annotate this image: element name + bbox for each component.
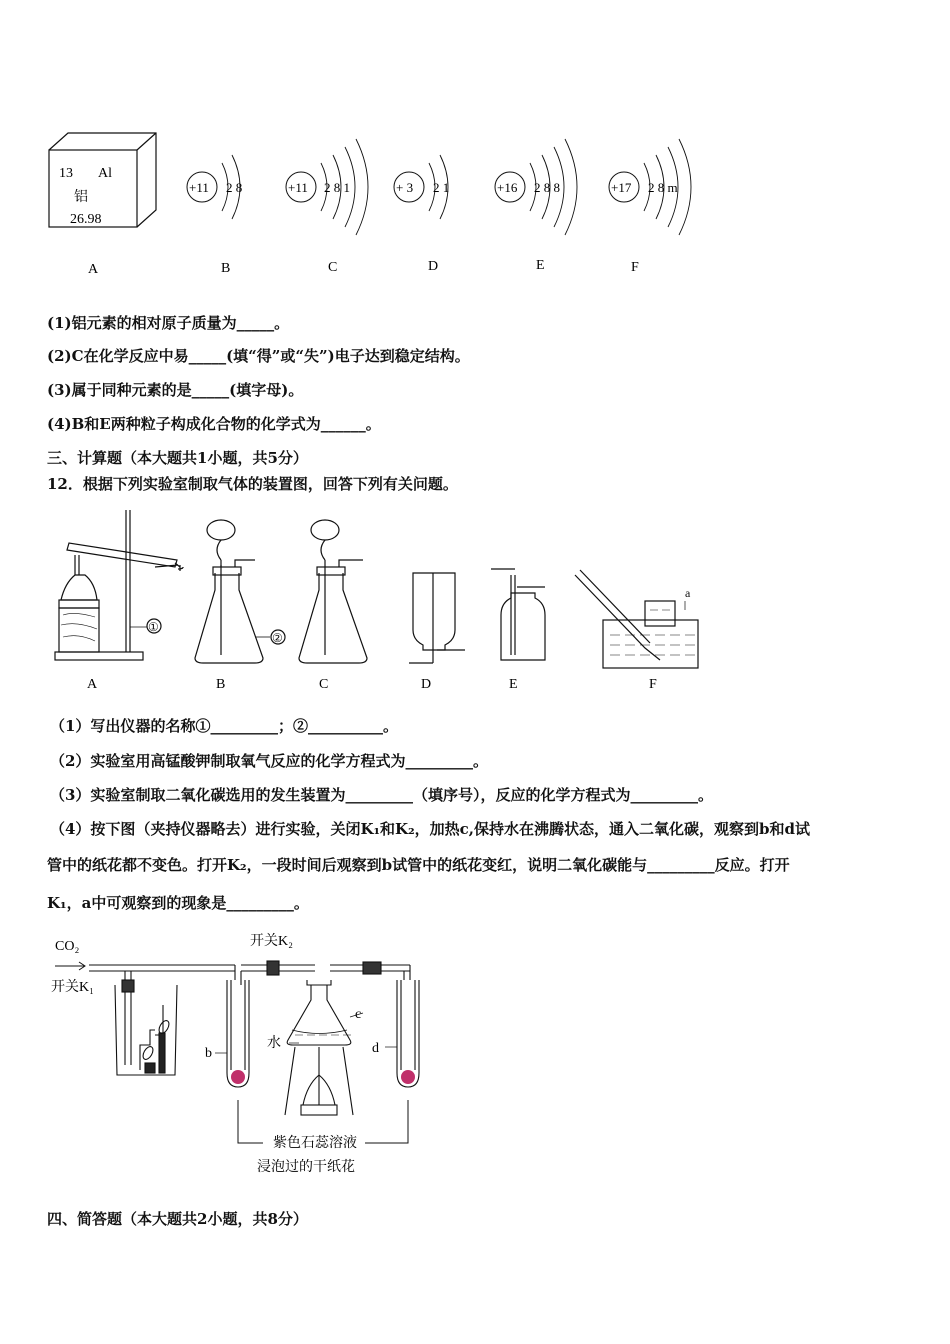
top-label-b: B — [221, 261, 231, 276]
atom-diagram-f — [609, 139, 691, 235]
question-12-4-line2: 管中的纸花都不变色。打开K₂，一段时间后观察到b试管中的纸花变红，说明二氧化碳能与_________反应。打开 — [47, 856, 790, 874]
atom-f-shells: 2 8 m — [648, 180, 678, 195]
apparatus-label-d: D — [421, 677, 432, 692]
atom-d-nucleus: + 3 — [396, 180, 414, 195]
question-12-1: （1）写出仪器的名称①_________；②__________。 — [50, 717, 398, 735]
section-4-heading: 四、简答题（本大题共2小题，共8分） — [47, 1210, 308, 1228]
marker-a: a — [685, 586, 691, 600]
question-1-4: (4)B和E两种粒子构成化合物的化学式为______。 — [47, 415, 381, 433]
label-flower-line1: 紫色石蕊溶液 — [273, 1136, 357, 1151]
question-12-2: （2）实验室用高锰酸钾制取氧气反应的化学方程式为_________。 — [50, 752, 488, 770]
question-1-3: (3)属于同种元素的是_____(填字母)。 — [47, 381, 304, 399]
label-c: c — [355, 1007, 362, 1022]
top-label-f: F — [631, 260, 639, 275]
atom-e-shells: 2 8 8 — [534, 180, 560, 195]
label-b: b — [205, 1046, 212, 1061]
apparatus-c — [299, 520, 367, 663]
atom-diagram-c — [286, 139, 368, 235]
atom-b-nucleus: +11 — [189, 180, 209, 195]
atom-e-nucleus: +16 — [497, 180, 518, 195]
top-label-d: D — [428, 259, 439, 274]
label-k1: 开关K₁ — [51, 980, 94, 995]
apparatus-d — [409, 573, 465, 663]
question-12-4-line1: （4）按下图（夹持仪器略去）进行实验，关闭K₁和K₂，加热c,保持水在沸腾状态，通入二氧化碳，观察到b和d试 — [50, 820, 810, 838]
apparatus-label-b: B — [216, 677, 226, 692]
apparatus-label-e: E — [509, 677, 518, 692]
apparatus-label-f: F — [649, 677, 657, 692]
apparatus-f — [575, 570, 698, 668]
atom-f-nucleus: +17 — [611, 180, 632, 195]
question-12-4-line3: K₁，a中可观察到的现象是_________。 — [47, 894, 309, 912]
atom-d-shells: 2 1 — [433, 180, 450, 195]
apparatus-label-a: A — [87, 677, 98, 692]
question-12-3: （3）实验室制取二氧化碳选用的发生装置为_________（填序号），反应的化学方程式为_________。 — [50, 786, 713, 804]
atom-diagram-b — [187, 155, 242, 219]
label-d: d — [372, 1041, 379, 1056]
cell-mass: 26.98 — [70, 212, 102, 227]
question-12-intro: 12．根据下列实验室制取气体的装置图，回答下列有关问题。 — [47, 475, 458, 493]
co2-experiment-figure — [45, 925, 445, 1180]
question-1-2: (2)C在化学反应中易_____(填“得”或“失”)电子达到稳定结构。 — [47, 347, 470, 365]
gas-apparatus-figure — [45, 505, 725, 695]
apparatus-e — [491, 569, 545, 660]
cell-name: 铝 — [74, 190, 88, 205]
atom-b-shells: 2 8 — [226, 180, 243, 195]
top-label-e: E — [536, 258, 545, 273]
question-1-1: (1)铝元素的相对原子质量为_____。 — [47, 314, 290, 332]
label-flower-line2: 浸泡过的干纸花 — [257, 1160, 355, 1175]
marker-2: ② — [272, 631, 283, 645]
flower-d — [401, 1070, 415, 1084]
apparatus-label-c: C — [319, 677, 329, 692]
marker-1: ① — [148, 620, 159, 634]
cell-atomic-number: 13 — [59, 166, 73, 181]
top-label-a: A — [88, 262, 99, 277]
atomic-structure-figure — [40, 125, 720, 285]
atom-c-shells: 2 8 1 — [324, 180, 350, 195]
cell-symbol: Al — [98, 166, 112, 181]
label-k2: 开关K₂ — [250, 934, 293, 949]
top-label-c: C — [328, 260, 338, 275]
flower-b — [231, 1070, 245, 1084]
atom-diagram-d — [394, 155, 449, 219]
section-3-heading: 三、计算题（本大题共1小题，共5分） — [47, 449, 308, 467]
label-co2: CO₂ — [55, 939, 80, 954]
atom-c-nucleus: +11 — [288, 180, 308, 195]
apparatus-a — [55, 510, 183, 660]
atom-diagram-e — [495, 139, 577, 235]
label-water: 水 — [267, 1036, 281, 1051]
